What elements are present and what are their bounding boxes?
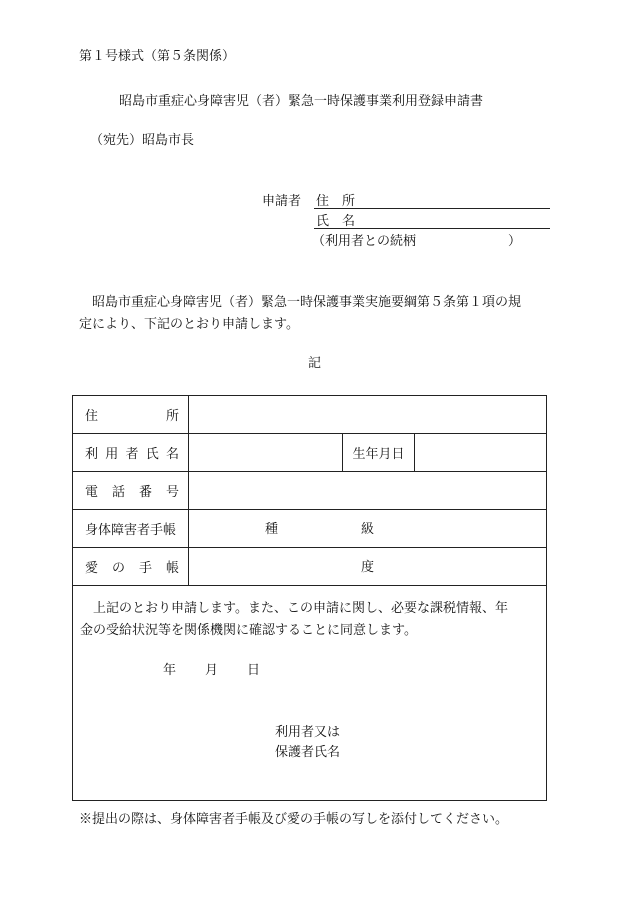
footnote: ※提出の際は、身体障害者手帳及び愛の手帳の写しを添付してください。: [79, 812, 509, 827]
consent-line-1: 上記のとおり申請します。また、この申請に関し、必要な課税情報、年: [93, 601, 508, 616]
user-name-value-cell[interactable]: [189, 434, 343, 472]
user-name-label-cell: [73, 434, 189, 472]
consent-cell: [73, 586, 547, 801]
user-name-row: [73, 434, 547, 472]
form-title: 昭島市重症心身障害児（者）緊急一時保護事業利用登録申請書: [119, 94, 484, 109]
ai-notebook-label-cell: [73, 548, 189, 586]
degree-label: 度: [361, 560, 375, 575]
consent-row: [73, 586, 547, 801]
birth-label: 生年月日: [343, 434, 415, 472]
address-row: [73, 396, 547, 434]
signer-line-1: 利用者又は: [275, 725, 341, 740]
applicant-address-label: 住 所: [316, 194, 356, 209]
address-label-cell: [73, 396, 189, 434]
body-line-2: 定により、下記のとおり申請します。: [79, 317, 299, 332]
ai-notebook-value-cell[interactable]: [189, 548, 547, 586]
date-day-label: 日: [247, 663, 261, 678]
address-underline: [314, 208, 550, 209]
ki-label: 記: [308, 356, 322, 371]
form-number: 第１号様式（第５条関係）: [79, 49, 236, 64]
address-value-cell[interactable]: [189, 396, 547, 434]
user-name-label: 利 用 者 氏 名: [85, 447, 179, 462]
applicant-label: 申請者: [262, 194, 302, 209]
kind-label: 種: [265, 522, 279, 537]
relation-open: （利用者との続柄: [312, 234, 417, 249]
consent-line-2: 金の受給状況等を関係機関に確認することに同意します。: [80, 623, 417, 638]
body-line-1: 昭島市重症心身障害児（者）緊急一時保護事業実施要綱第５条第１項の規: [92, 295, 522, 310]
form-table: [72, 395, 547, 801]
disability-notebook-label: 身体障害者手帳: [73, 510, 189, 548]
phone-value-cell[interactable]: [189, 472, 547, 510]
disability-notebook-value-cell[interactable]: [189, 510, 547, 548]
ai-notebook-label: 愛 の 手 帳: [85, 561, 179, 576]
addressee: （宛先）昭島市長: [90, 133, 195, 148]
disability-notebook-row: [73, 510, 547, 548]
signer-line-2: 保護者氏名: [275, 745, 341, 760]
phone-label: 電 話 番 号: [85, 485, 179, 500]
phone-label-cell: [73, 472, 189, 510]
address-label: 住 所: [85, 409, 179, 424]
date-month-label: 月: [205, 663, 219, 678]
relation-close: ）: [508, 234, 522, 249]
phone-row: [73, 472, 547, 510]
birth-value-cell[interactable]: [415, 434, 547, 472]
date-year-label: 年: [163, 663, 177, 678]
applicant-name-label: 氏 名: [316, 214, 356, 229]
grade-label: 級: [361, 522, 375, 537]
name-underline: [314, 228, 550, 229]
ai-notebook-row: [73, 548, 547, 586]
